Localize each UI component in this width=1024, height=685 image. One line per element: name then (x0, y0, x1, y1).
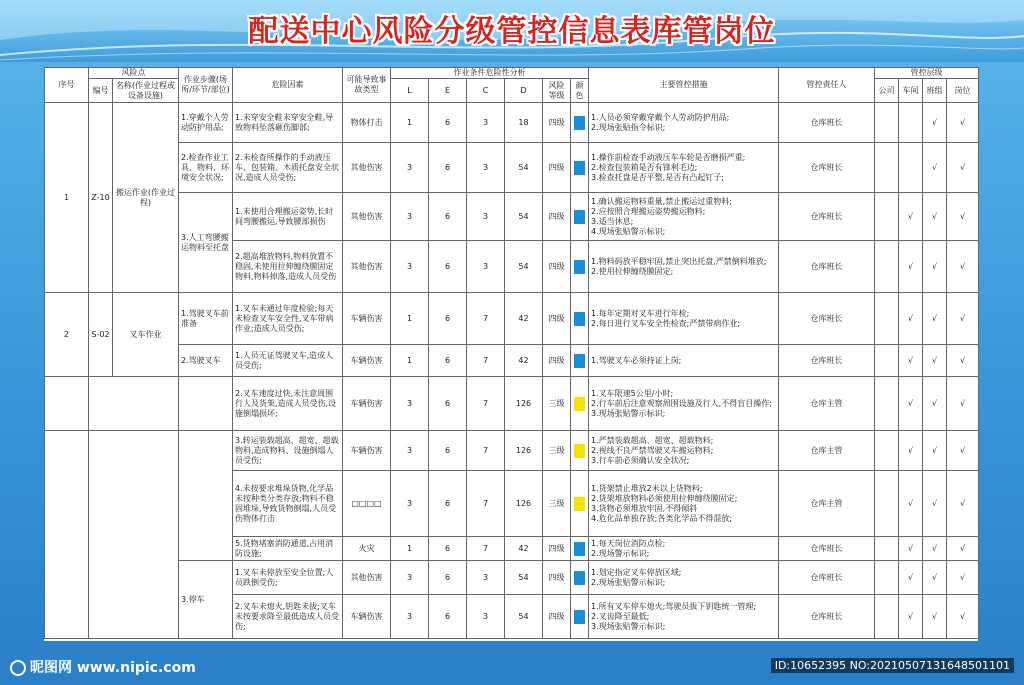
owner-cell: 仓库班长 (779, 293, 875, 345)
c-cell: 3 (467, 143, 505, 193)
group-seq-empty (45, 431, 89, 639)
level-cell: 四级 (543, 293, 571, 345)
post-check: √ (947, 193, 979, 241)
e-cell: 6 (429, 431, 467, 471)
workshop-check: √ (899, 537, 923, 561)
team-check: √ (923, 537, 947, 561)
team-check: √ (923, 193, 947, 241)
workshop-check: √ (899, 595, 923, 639)
hazard-cell: 2.叉车速度过快,未注意周围行人及货架,造成人员受伤,设施倒塌损坏; (233, 377, 343, 431)
l-cell: 3 (391, 595, 429, 639)
e-cell: 6 (429, 143, 467, 193)
watermark-site-text: 昵图网 www.nipic.com (30, 660, 196, 676)
header-post: 岗位 (947, 79, 979, 103)
step-cell: 1.穿戴个人劳动防护用品; (179, 103, 233, 143)
l-cell: 3 (391, 561, 429, 595)
footer-bar (0, 645, 1024, 685)
measure-line: 2.现场张贴指令标识; (591, 122, 666, 132)
accident-cell: 车辆伤害 (343, 595, 391, 639)
color-cell (571, 377, 589, 431)
post-check: √ (947, 143, 979, 193)
header-analysis: 作业条件危险性分析 (391, 68, 589, 79)
l-cell: 3 (391, 143, 429, 193)
hazard-cell: 1.未穿安全鞋未穿安全鞋,导致物料坠落砸伤脚部; (233, 103, 343, 143)
hazard-cell: 1.未使用合理搬运姿势,长时间弯腰搬运,导致腰部损伤 (233, 193, 343, 241)
measure-line: 1.叉车限速5公里/小时; (591, 388, 674, 398)
measure-line: 1.所有叉车停车熄火;驾驶员拔下钥匙统一管理; (591, 601, 757, 611)
c-cell: 7 (467, 293, 505, 345)
team-check: √ (923, 293, 947, 345)
c-cell: 7 (467, 377, 505, 431)
hazard-cell: 2.叉车未熄火,钥匙未拔;叉车未按要求降至最低造成人员受伤; (233, 595, 343, 639)
c-cell: 3 (467, 103, 505, 143)
post-check: √ (947, 431, 979, 471)
measures-cell (589, 193, 779, 241)
d-cell: 54 (505, 241, 543, 293)
table-row (45, 103, 979, 143)
measures-cell (589, 345, 779, 377)
hazard-cell: 2.超高堆放物料,物料放置不稳固,未使用拉伸缠绕膜固定物料,物料掉落,造成人员受伤 (233, 241, 343, 293)
nipic-logo-icon (10, 660, 26, 676)
risk-color-swatch (574, 397, 585, 411)
e-cell: 6 (429, 377, 467, 431)
company-check (875, 431, 899, 471)
owner-cell: 仓库班长 (779, 345, 875, 377)
c-cell: 3 (467, 193, 505, 241)
table-row (45, 193, 979, 241)
post-check: √ (947, 377, 979, 431)
measure-line: 1.严禁装载超高、超宽、超载物料; (591, 435, 714, 445)
company-check (875, 293, 899, 345)
accident-cell: 车辆伤害 (343, 431, 391, 471)
d-cell: 54 (505, 143, 543, 193)
c-cell: 7 (467, 345, 505, 377)
workshop-check: √ (899, 193, 923, 241)
measures-cell (589, 293, 779, 345)
d-cell: 42 (505, 293, 543, 345)
measure-line: 1.货架禁止堆放2米以上货物料; (591, 483, 703, 493)
level-cell: 四级 (543, 561, 571, 595)
measure-line: 2.货架堆放物料必须使用拉伸缠绕膜固定; (591, 493, 738, 503)
measure-line: 1.操作前检查手动液压车车轮是否磨损严重; (591, 152, 746, 162)
c-cell: 3 (467, 561, 505, 595)
header-e: E (429, 79, 467, 103)
d-cell: 126 (505, 377, 543, 431)
color-cell (571, 193, 589, 241)
d-cell: 54 (505, 595, 543, 639)
measure-line: 2.应按照合理搬运姿势搬运物料; (591, 206, 706, 216)
color-cell (571, 537, 589, 561)
company-check (875, 595, 899, 639)
step-cell: 3.人工弯腰搬运物料至托盘 (179, 193, 233, 293)
table-row (45, 377, 979, 431)
e-cell: 6 (429, 103, 467, 143)
l-cell: 3 (391, 471, 429, 537)
header-banner (0, 0, 1024, 62)
measure-line: 2.行车前后注意观察周围设施及行人,不得盲目操作; (591, 398, 772, 408)
company-check (875, 537, 899, 561)
l-cell: 3 (391, 241, 429, 293)
post-check: √ (947, 345, 979, 377)
post-check: √ (947, 561, 979, 595)
post-check: √ (947, 293, 979, 345)
risk-table-board (44, 67, 978, 641)
company-check (875, 193, 899, 241)
page-title: 配送中心风险分级管控信息表库管岗位 (248, 14, 776, 49)
step-cell: 2.驾驶叉车 (179, 345, 233, 377)
hazard-cell: 1.人员无证驾驶叉车,造成人员受伤; (233, 345, 343, 377)
table-row (45, 293, 979, 345)
header-l: L (391, 79, 429, 103)
e-cell: 6 (429, 193, 467, 241)
header-owner: 管控责任人 (779, 68, 875, 103)
team-check: √ (923, 103, 947, 143)
e-cell: 6 (429, 595, 467, 639)
owner-cell: 仓库班长 (779, 241, 875, 293)
workshop-check (899, 143, 923, 193)
color-cell (571, 345, 589, 377)
d-cell: 18 (505, 103, 543, 143)
l-cell: 3 (391, 431, 429, 471)
accident-cell: 火灾 (343, 537, 391, 561)
level-cell: 四级 (543, 103, 571, 143)
level-cell: 三级 (543, 471, 571, 537)
post-check: √ (947, 537, 979, 561)
color-cell (571, 595, 589, 639)
group-code: S-02 (89, 293, 113, 377)
team-check: √ (923, 595, 947, 639)
hazard-cell: 5.货物堵塞消防通道,占用消防设施; (233, 537, 343, 561)
risk-color-swatch (574, 542, 585, 556)
accident-cell: 其他伤害 (343, 241, 391, 293)
accident-cell: 其他伤害 (343, 193, 391, 241)
risk-color-swatch (574, 116, 585, 130)
risk-color-swatch (574, 260, 585, 274)
measures-cell (589, 143, 779, 193)
level-cell: 三级 (543, 377, 571, 431)
d-cell: 42 (505, 345, 543, 377)
company-check (875, 377, 899, 431)
measures-cell (589, 471, 779, 537)
measure-line: 4.危化品单独存放;各类化学品不得混放; (591, 513, 733, 523)
group-name: 搬运作业(作业过程) (113, 103, 179, 293)
risk-color-swatch (574, 312, 585, 326)
header-c: C (467, 79, 505, 103)
risk-color-swatch (574, 571, 585, 585)
color-cell (571, 293, 589, 345)
step-cell-empty (179, 431, 233, 561)
l-cell: 1 (391, 293, 429, 345)
e-cell: 6 (429, 537, 467, 561)
accident-cell: 车辆伤害 (343, 377, 391, 431)
l-cell: 1 (391, 103, 429, 143)
team-check: √ (923, 377, 947, 431)
owner-cell: 仓库主管 (779, 377, 875, 431)
hazard-cell: 2.未检查所操作的手动液压车、包装箱、木质托盘安全状况,造成人员受伤; (233, 143, 343, 193)
c-cell: 3 (467, 595, 505, 639)
e-cell: 6 (429, 471, 467, 537)
color-cell (571, 431, 589, 471)
step-cell: 3.停车 (179, 561, 233, 639)
team-check: √ (923, 471, 947, 537)
header-hazard: 危险因素 (233, 68, 343, 103)
e-cell: 6 (429, 561, 467, 595)
d-cell: 126 (505, 471, 543, 537)
e-cell: 6 (429, 241, 467, 293)
color-cell (571, 471, 589, 537)
hazard-cell: 4.未按要求堆垛货物,化学品未按种类分类存放;物料不稳固堆垛,导致货物倒塌,人员受伤物体打击 (233, 471, 343, 537)
measure-line: 2.叉齿降至最低; (591, 611, 650, 621)
d-cell: 42 (505, 537, 543, 561)
workshop-check (899, 103, 923, 143)
level-cell: 四级 (543, 241, 571, 293)
l-cell: 1 (391, 537, 429, 561)
measures-cell (589, 561, 779, 595)
group-seq-empty (45, 377, 89, 431)
step-cell: 2.检查作业工具、物料、环境安全状况; (179, 143, 233, 193)
header-risk-point: 风险点 (89, 68, 179, 79)
measure-line: 3.行车前必须确认安全状况; (591, 455, 690, 465)
workshop-check: √ (899, 345, 923, 377)
header-workshop: 车间 (899, 79, 923, 103)
header-level: 风险等级 (543, 79, 571, 103)
d-cell: 54 (505, 193, 543, 241)
measures-cell (589, 595, 779, 639)
company-check (875, 103, 899, 143)
team-check: √ (923, 241, 947, 293)
header-accident: 可能导致事故类型 (343, 68, 391, 103)
measure-line: 3.适当休息; (591, 216, 634, 226)
d-cell: 54 (505, 561, 543, 595)
table-row (45, 561, 979, 595)
accident-cell: 其他伤害 (343, 143, 391, 193)
company-check (875, 143, 899, 193)
measure-line: 2.每日进行叉车安全性检查;严禁带病作业; (591, 318, 741, 328)
group-name-empty (89, 431, 179, 639)
accident-cell: 物体打击 (343, 103, 391, 143)
c-cell: 7 (467, 537, 505, 561)
header-step: 作业步骤(场所/环节/部位) (179, 68, 233, 103)
header-measures: 主要管控措施 (589, 68, 779, 103)
workshop-check: √ (899, 471, 923, 537)
color-cell (571, 143, 589, 193)
risk-color-swatch (574, 354, 585, 368)
table-row (45, 431, 979, 471)
step-cell: 1.驾驶叉车前准备 (179, 293, 233, 345)
team-check: √ (923, 431, 947, 471)
accident-cell: 其他伤害 (343, 561, 391, 595)
risk-color-swatch (574, 610, 585, 624)
measures-cell (589, 431, 779, 471)
color-cell (571, 241, 589, 293)
level-cell: 四级 (543, 595, 571, 639)
level-cell: 四级 (543, 537, 571, 561)
measure-line: 1.物料码放平稳牢固,禁止突出托盘,严禁倒料堆放; (591, 256, 767, 266)
post-check: √ (947, 595, 979, 639)
accident-cell: 车辆伤害 (343, 293, 391, 345)
header-team: 班组 (923, 79, 947, 103)
header-code: 编号 (89, 79, 113, 103)
risk-table (44, 67, 979, 639)
level-cell: 四级 (543, 193, 571, 241)
c-cell: 7 (467, 471, 505, 537)
group-seq: 1 (45, 103, 89, 293)
group-seq: 2 (45, 293, 89, 377)
step-cell-empty (179, 377, 233, 431)
owner-cell: 仓库班长 (779, 143, 875, 193)
header-name: 名称(作业过程或设备设施) (113, 79, 179, 103)
owner-cell: 仓库班长 (779, 561, 875, 595)
watermark-id: ID:10652395 NO:20210507131648501101 (771, 658, 1014, 673)
team-check: √ (923, 561, 947, 595)
owner-cell: 仓库班长 (779, 537, 875, 561)
group-name-empty (89, 377, 179, 431)
workshop-check: √ (899, 293, 923, 345)
level-cell: 四级 (543, 345, 571, 377)
measure-line: 2.视线不良严禁驾驶叉车搬运物料; (591, 445, 714, 455)
level-cell: 三级 (543, 431, 571, 471)
accident-cell: 车辆伤害 (343, 345, 391, 377)
hazard-cell: 1.叉车未通过年度检验;每天未检查叉车安全性,叉车带病作业;造成人员受伤; (233, 293, 343, 345)
measures-cell (589, 103, 779, 143)
header-d: D (505, 79, 543, 103)
owner-cell: 仓库主管 (779, 471, 875, 537)
header-company: 公司 (875, 79, 899, 103)
owner-cell: 仓库班长 (779, 193, 875, 241)
measure-line: 2.现场张贴警示标识; (591, 577, 666, 587)
group-name: 叉车作业 (113, 293, 179, 377)
group-code: Z-10 (89, 103, 113, 293)
measures-cell (589, 537, 779, 561)
risk-color-swatch (574, 161, 585, 175)
measure-line: 1.每年定期对叉车进行年检; (591, 308, 690, 318)
workshop-check: √ (899, 241, 923, 293)
workshop-check: √ (899, 431, 923, 471)
header-tier: 管控层级 (875, 68, 979, 79)
measure-line: 1.人员必须穿戴穿戴个人劳动防护用品; (591, 112, 730, 122)
risk-color-swatch (574, 210, 585, 224)
e-cell: 6 (429, 293, 467, 345)
color-cell (571, 561, 589, 595)
company-check (875, 241, 899, 293)
l-cell: 3 (391, 193, 429, 241)
workshop-check: √ (899, 377, 923, 431)
level-cell: 四级 (543, 143, 571, 193)
measure-line: 3.货物必须堆放牢固,不得倾斜 (591, 503, 698, 513)
d-cell: 126 (505, 431, 543, 471)
workshop-check: √ (899, 561, 923, 595)
measure-line: 2.使用拉伸缠绕膜固定; (591, 266, 674, 276)
post-check: √ (947, 241, 979, 293)
l-cell: 1 (391, 345, 429, 377)
measure-line: 3.检查托盘是否平整,是否有凸起钉子; (591, 172, 724, 182)
measure-line: 1.驾驶叉车必须持证上岗; (591, 355, 682, 365)
measure-line: 2.检查包装箱是否有锋利毛边; (591, 162, 698, 172)
table-row (45, 143, 979, 193)
risk-color-swatch (574, 497, 585, 511)
hazard-cell: 1.叉车未停放至安全位置;人员跌倒受伤; (233, 561, 343, 595)
table-row (45, 345, 979, 377)
team-check: √ (923, 345, 947, 377)
c-cell: 7 (467, 431, 505, 471)
measure-line: 1.每天岗位消防点检; (591, 538, 666, 548)
owner-cell: 仓库主管 (779, 431, 875, 471)
team-check: √ (923, 143, 947, 193)
l-cell: 3 (391, 377, 429, 431)
measure-line: 3.现场张贴警示标识; (591, 621, 666, 631)
measure-line: 1.确认搬运物料重量,禁止搬运过重物料; (591, 196, 732, 206)
measures-cell (589, 241, 779, 293)
measure-line: 1.划定指定叉车停放区域; (591, 567, 682, 577)
e-cell: 6 (429, 345, 467, 377)
accident-cell: □□□□ (343, 471, 391, 537)
watermark-site (10, 657, 196, 677)
owner-cell: 仓库班长 (779, 103, 875, 143)
risk-color-swatch (574, 444, 585, 458)
company-check (875, 561, 899, 595)
measure-line: 2.现场警示标识; (591, 548, 650, 558)
c-cell: 3 (467, 241, 505, 293)
company-check (875, 471, 899, 537)
post-check: √ (947, 471, 979, 537)
hazard-cell: 3.转运装载超高、超宽、超载物料,造成物料、设施倒塌人员受伤; (233, 431, 343, 471)
measure-line: 4.现场张贴警示标识; (591, 226, 666, 236)
company-check (875, 345, 899, 377)
measure-line: 3.现场张贴警示标识; (591, 408, 666, 418)
measures-cell (589, 377, 779, 431)
owner-cell: 仓库班长 (779, 595, 875, 639)
color-cell (571, 103, 589, 143)
post-check: √ (947, 103, 979, 143)
header-seq: 序号 (45, 68, 89, 103)
header-color: 颜色 (571, 79, 589, 103)
